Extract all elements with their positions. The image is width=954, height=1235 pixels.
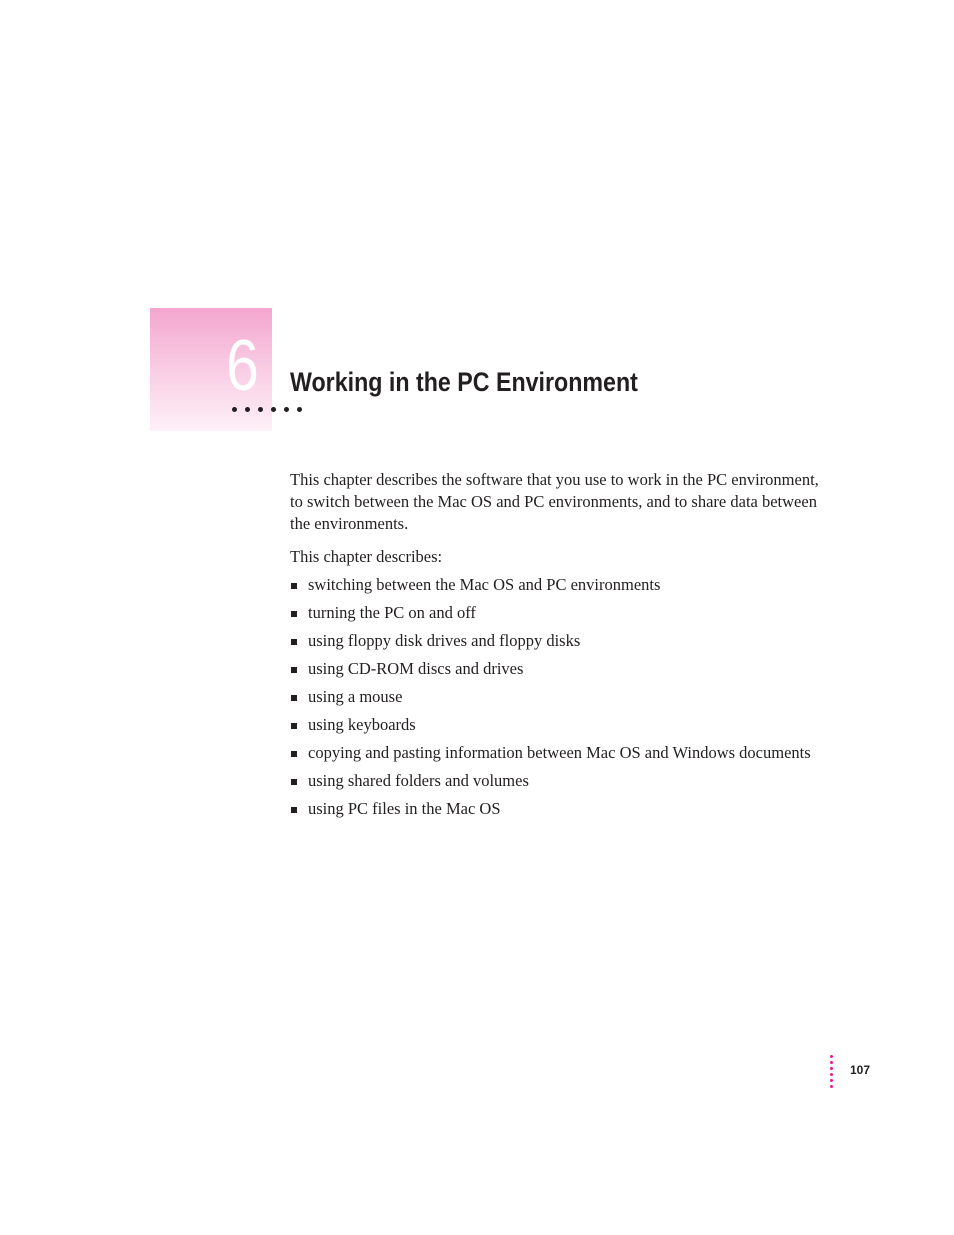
square-bullet-icon [291,583,297,589]
list-item [290,714,820,736]
list-item-text: using keyboards [308,715,416,734]
page-number: 107 [850,1063,871,1077]
square-bullet-icon [291,667,297,673]
list-item-text: using floppy disk drives and floppy disks [308,631,581,650]
square-bullet-icon [291,639,297,645]
dot-icon [297,407,302,412]
list-item-text: copying and pasting information between Mac OS and Windows documents [308,743,811,762]
dot-icon [271,407,276,412]
square-bullet-icon [291,611,297,617]
title-dot-rule [232,407,302,412]
list-item-text: switching between the Mac OS and PC environments [308,575,661,594]
chapter-body [290,469,820,826]
list-item [290,770,820,792]
list-item [290,686,820,708]
list-item-text: using shared folders and volumes [308,771,529,790]
list-item-text: using CD-ROM discs and drives [308,659,524,678]
topics-lead: This chapter describes: [290,547,443,566]
dot-icon [830,1067,833,1070]
square-bullet-icon [291,751,297,757]
dot-icon [258,407,263,412]
topics-list [290,574,820,820]
dot-icon [830,1055,833,1058]
list-item [290,658,820,680]
square-bullet-icon [291,807,297,813]
list-item [290,742,820,764]
dot-icon [830,1085,833,1088]
square-bullet-icon [291,779,297,785]
list-item-text: using PC files in the Mac OS [308,799,501,818]
list-item [290,574,820,596]
dot-icon [232,407,237,412]
list-item [290,798,820,820]
page-dot-rule [830,1055,833,1088]
dot-icon [245,407,250,412]
dot-icon [830,1079,833,1082]
list-item [290,630,820,652]
square-bullet-icon [291,723,297,729]
chapter-number: 6 [226,326,259,406]
list-item [290,602,820,624]
dot-icon [284,407,289,412]
dot-icon [830,1073,833,1076]
square-bullet-icon [291,695,297,701]
chapter-title: Working in the PC Environment [290,367,638,397]
dot-icon [830,1061,833,1064]
intro-paragraph: This chapter describes the software that you use to work in the PC environment, to switch between the Mac OS and PC environments, and to share data between the environments. [290,470,819,533]
list-item-text: turning the PC on and off [308,603,476,622]
list-item-text: using a mouse [308,687,403,706]
